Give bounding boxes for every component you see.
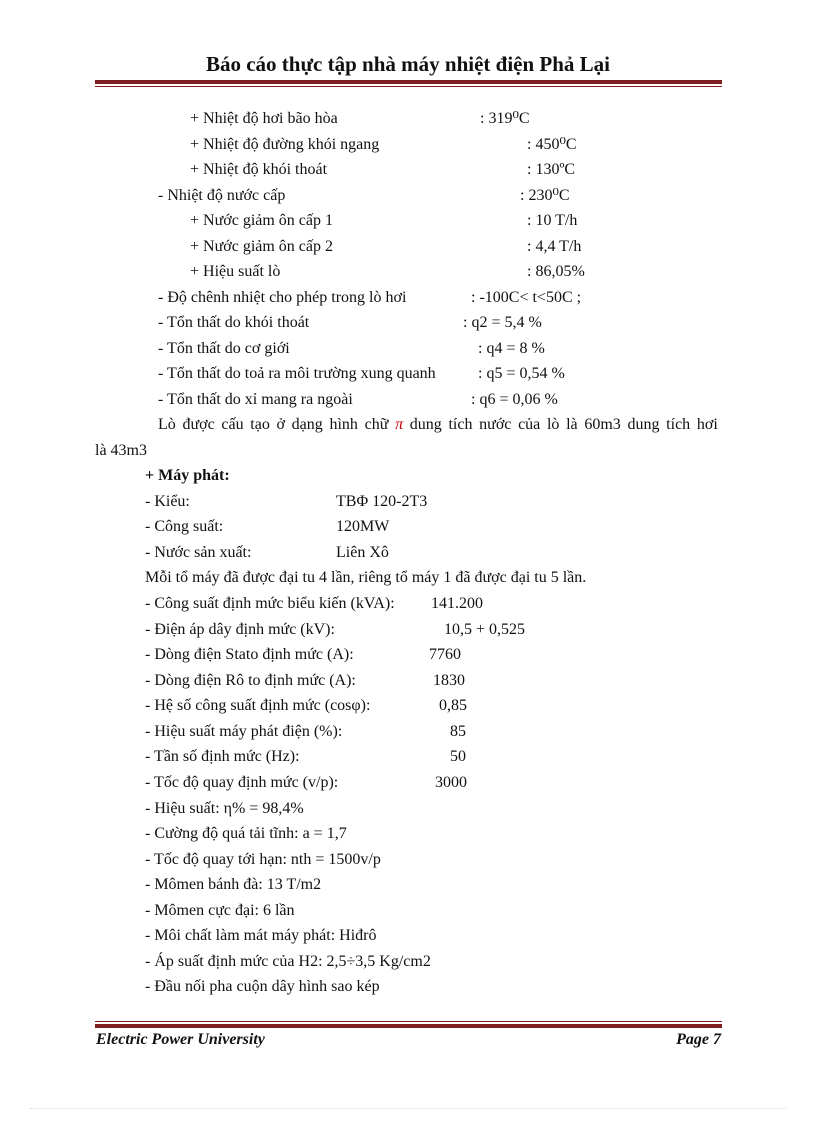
rating-label: - Tốc độ quay định mức (v/p): [145,774,339,791]
rating-label: - Công suất định mức biểu kiến (kVA): [145,595,395,612]
spec-origin [145,543,389,563]
spec-value: Liên Xô [336,544,389,561]
rating-rotor-current [145,671,465,691]
extra-efficiency: - Hiệu suất: η% = 98,4% [145,800,304,817]
rating-value: 50 [450,748,466,765]
param-value: : 319⁰C [480,110,530,127]
overhaul-note: Mỗi tổ máy đã được đại tu 4 lần, riêng tổ máy 1 đã được đại tu 5 lần. [145,569,587,586]
param-boiler-efficiency [190,262,585,282]
param-label: - Tổn thất do cơ giới [158,340,290,357]
word: tạo [250,416,270,433]
rating-label: - Hệ số công suất định mức (cosφ): [145,697,371,714]
page-bottom-divider [30,1108,786,1109]
rating-stator-current [145,645,461,665]
param-value: : q6 = 0,06 % [471,391,558,408]
param-loss-mechanical [158,339,545,359]
header-rule-thin [95,86,722,87]
rating-value: 7760 [429,646,461,663]
rating-apparent-power [145,594,483,614]
word: lò [546,416,560,433]
param-value: : -100C< t<50C ; [471,289,582,306]
word: Lò [158,416,176,433]
rating-value: 3000 [435,774,467,791]
rating-value: 10,5 + 0,525 [444,621,526,638]
rating-label: - Tần số định mức (Hz): [145,748,300,765]
rating-label: - Hiệu suất máy phát điện (%): [145,723,343,740]
footer-rule-thin [95,1021,722,1022]
word: 60m3 [584,416,621,433]
param-label: + Nhiệt độ đường khói ngang [190,136,380,153]
footer-rule-thick [95,1024,722,1028]
param-label: + Nước giảm ôn cấp 1 [190,212,334,229]
word: dung [627,416,660,433]
spec-value: TBΦ 120-2T3 [336,493,428,510]
param-value: : 10 T/h [527,212,578,229]
param-loss-exhaust [158,313,542,333]
rating-label: - Dòng điện Stato định mức (A): [145,646,354,663]
extra-winding-connection: - Đầu nối pha cuộn dây hình sao kép [145,978,380,995]
param-value: : 230⁰C [520,187,570,204]
param-value: : q2 = 5,4 % [463,314,542,331]
spec-label: - Nước sản xuất: [145,544,252,561]
param-label: + Nước giảm ôn cấp 2 [190,238,334,255]
rating-line-voltage [145,620,526,640]
param-label: + Nhiệt độ hơi bão hòa [190,110,338,127]
param-horizontal-flue-temp [190,135,577,155]
word: ở [276,416,285,433]
page-title: Báo cáo thực tập nhà máy nhiệt điện Phả Lại [205,52,611,76]
param-label: - Độ chênh nhiệt cho phép trong lò hơi [158,289,407,306]
header-rule-thick [95,80,722,84]
spec-label: - Kiểu: [145,493,190,510]
word: dạng [291,416,323,433]
pi-symbol: π [395,416,404,433]
word: nước [479,416,512,433]
word: của [518,416,541,433]
param-desuperheater-2 [190,237,582,257]
rating-generator-efficiency [145,722,466,742]
extra-h2-pressure: - Áp suất định mức của H2: 2,5÷3,5 Kg/cm2 [145,953,431,970]
param-value: : 4,4 T/h [527,238,582,255]
word: cấu [221,416,244,433]
param-value: : 450⁰C [527,136,577,153]
param-label: + Nhiệt độ khói thoát [190,161,328,178]
rating-power-factor [145,696,467,716]
spec-capacity [145,517,390,537]
rating-label: - Dòng điện Rô to định mức (A): [145,672,356,689]
param-temp-difference [158,288,582,308]
word: được [182,416,215,433]
param-label: - Tổn thất do toả ra môi trường xung quanh [158,365,436,382]
extra-max-torque: - Mômen cực đại: 6 lần [145,902,295,919]
extra-cooling-medium: - Môi chất làm mát máy phát: Hiđrô [145,927,377,944]
param-value: : 86,05% [527,263,585,280]
rating-value: 141.200 [431,595,483,612]
param-value: : q5 = 0,54 % [478,365,565,382]
boiler-paragraph-line-1 [158,415,718,435]
rating-value: 0,85 [439,697,467,714]
word: tích [448,416,473,433]
param-loss-slag [158,390,558,410]
word: dung [409,416,442,433]
param-desuperheater-1 [190,211,578,231]
param-saturated-steam-temp [190,109,530,129]
page-number: Page 7 [676,1031,721,1048]
param-value: : 130ºC [527,161,576,178]
word: là [566,416,578,433]
param-loss-environment [158,364,565,384]
generator-heading: + Máy phát: [145,467,230,484]
param-label: - Nhiệt độ nước cấp [158,187,286,204]
word: chữ [364,416,389,433]
rating-frequency [145,747,466,767]
param-exhaust-temp [190,160,576,180]
spec-type [145,492,428,512]
rating-rotation-speed [145,773,467,793]
spec-value: 120MW [336,518,390,535]
word: hình [329,416,358,433]
word: tích [666,416,691,433]
rating-label: - Điện áp dây định mức (kV): [145,621,335,638]
footer-university: Electric Power University [96,1031,265,1048]
param-label: - Tổn thất do xỉ mang ra ngoài [158,391,353,408]
rating-value: 85 [450,723,466,740]
param-label: - Tổn thất do khói thoát [158,314,310,331]
boiler-paragraph-line-2: là 43m3 [95,442,147,459]
param-label: + Hiệu suất lò [190,263,281,280]
spec-label: - Công suất: [145,518,224,535]
rating-value: 1830 [433,672,465,689]
param-feedwater-temp [158,186,570,206]
extra-overload: - Cường độ quá tải tĩnh: a = 1,7 [145,825,347,842]
word: hơi [696,416,718,433]
extra-critical-speed: - Tốc độ quay tới hạn: nth = 1500v/p [145,851,381,868]
param-value: : q4 = 8 % [478,340,545,357]
extra-flywheel-moment: - Mômen bánh đà: 13 T/m2 [145,876,322,893]
